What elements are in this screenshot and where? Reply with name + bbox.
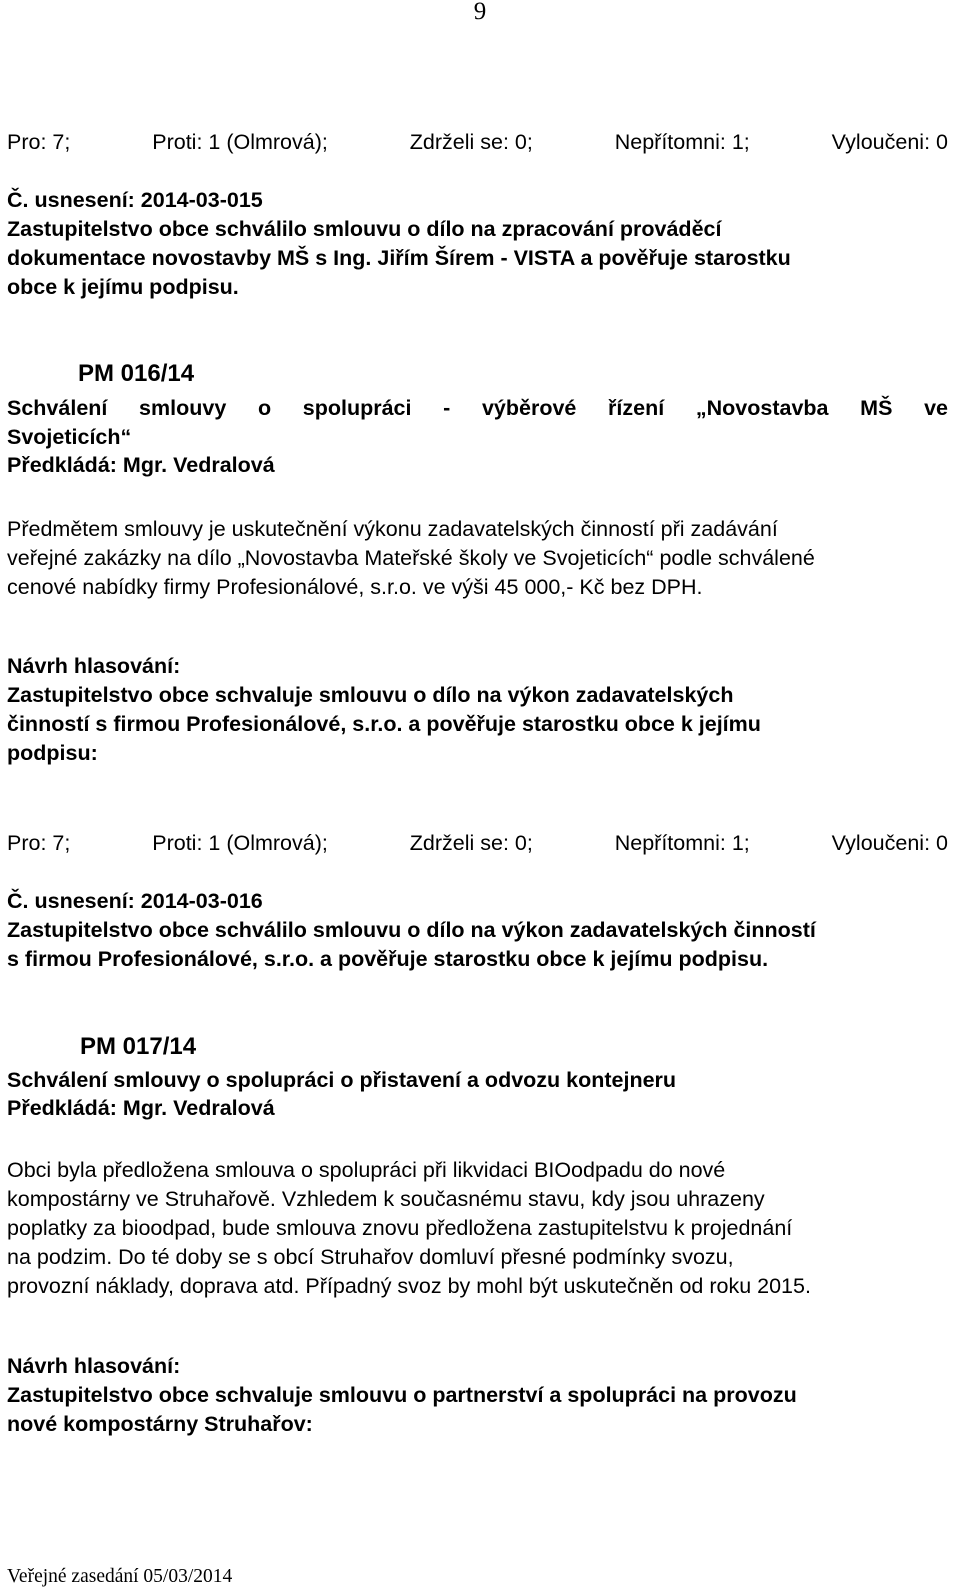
- page-number: 9: [473, 0, 487, 25]
- pm-017-body-5: provozní náklady, doprava atd. Případný svoz by mohl být uskutečněn od roku 2015.: [7, 1274, 811, 1298]
- vote-pro: Pro: 7;: [7, 831, 71, 855]
- vote-vylouceni: Vyloučeni: 0: [831, 831, 948, 855]
- pm-017-submitter: Předkládá: Mgr. Vedralová: [7, 1096, 275, 1120]
- resolution-015-line-1: Zastupitelstvo obce schválilo smlouvu o dílo na zpracování prováděcí: [7, 217, 722, 241]
- vote-proti: Proti: 1 (Olmrová);: [152, 130, 328, 154]
- resolution-016-number: Č. usnesení: 2014-03-016: [7, 889, 263, 913]
- vote-result-2: [7, 829, 948, 857]
- resolution-015-number: Č. usnesení: 2014-03-015: [7, 188, 263, 212]
- pm-017-code: PM 017/14: [80, 1033, 197, 1060]
- vote-zdrzeli: Zdrželi se: 0;: [409, 130, 533, 154]
- vote-pro: Pro: 7;: [7, 130, 71, 154]
- pm-016-proposal-3: podpisu:: [7, 741, 98, 765]
- footer: Veřejné zasedání 05/03/2014: [7, 1566, 233, 1587]
- pm-017-body-4: na podzim. Do té doby se s obcí Struhařov domluví přesné podmínky svozu,: [7, 1245, 734, 1269]
- pm-016-code: PM 016/14: [78, 360, 195, 387]
- resolution-015-line-2: dokumentace novostavby MŠ s Ing. Jiřím Šírem - VISTA a pověřuje starostku: [7, 246, 791, 270]
- pm-016-submitter: Předkládá: Mgr. Vedralová: [7, 453, 275, 477]
- pm-016-title-1: Schválení smlouvy o spolupráci - výběrové řízení „Novostavba MŠ ve: [7, 396, 948, 420]
- pm-017-body-2: kompostárny ve Struhařově. Vzhledem k současnému stavu, kdy jsou uhrazeny: [7, 1187, 765, 1211]
- pm-016-body-1: Předmětem smlouvy je uskutečnění výkonu zadavatelských činností při zadávání: [7, 517, 778, 541]
- pm-016-proposal-2: činností s firmou Profesionálové, s.r.o. a pověřuje starostku obce k jejímu: [7, 712, 761, 736]
- pm-016-body-2: veřejné zakázky na dílo „Novostavba Mateřské školy ve Svojeticích“ podle schválené: [7, 546, 815, 570]
- vote-proti: Proti: 1 (Olmrová);: [152, 831, 328, 855]
- pm-016-proposal-label: Návrh hlasování:: [7, 654, 181, 678]
- vote-vylouceni: Vyloučeni: 0: [831, 130, 948, 154]
- pm-016-proposal-1: Zastupitelstvo obce schvaluje smlouvu o dílo na výkon zadavatelských: [7, 683, 734, 707]
- vote-nepritomni: Nepřítomni: 1;: [614, 130, 750, 154]
- resolution-016-line-1: Zastupitelstvo obce schválilo smlouvu o dílo na výkon zadavatelských činností: [7, 918, 816, 942]
- pm-017-body-1: Obci byla předložena smlouva o spolupráci při likvidaci BIOodpadu do nové: [7, 1158, 726, 1182]
- pm-017-title: Schválení smlouvy o spolupráci o přistavení a odvozu kontejneru: [7, 1068, 677, 1092]
- pm-016-body-3: cenové nabídky firmy Profesionálové, s.r.o. ve výši 45 000,- Kč bez DPH.: [7, 575, 703, 599]
- resolution-015-line-3: obce k jejímu podpisu.: [7, 275, 239, 299]
- pm-016-title-2: Svojeticích“: [7, 425, 132, 449]
- pm-017-proposal-2: nové kompostárny Struhařov:: [7, 1412, 313, 1436]
- vote-nepritomni: Nepřítomni: 1;: [614, 831, 750, 855]
- vote-result-1: [7, 128, 948, 156]
- pm-017-proposal-label: Návrh hlasování:: [7, 1354, 181, 1378]
- pm-017-proposal-1: Zastupitelstvo obce schvaluje smlouvu o partnerství a spolupráci na provozu: [7, 1383, 797, 1407]
- vote-zdrzeli: Zdrželi se: 0;: [409, 831, 533, 855]
- pm-017-body-3: poplatky za bioodpad, bude smlouva znovu předložena zastupitelstvu k projednání: [7, 1216, 793, 1240]
- resolution-016-line-2: s firmou Profesionálové, s.r.o. a pověřuje starostku obce k jejímu podpisu.: [7, 947, 769, 971]
